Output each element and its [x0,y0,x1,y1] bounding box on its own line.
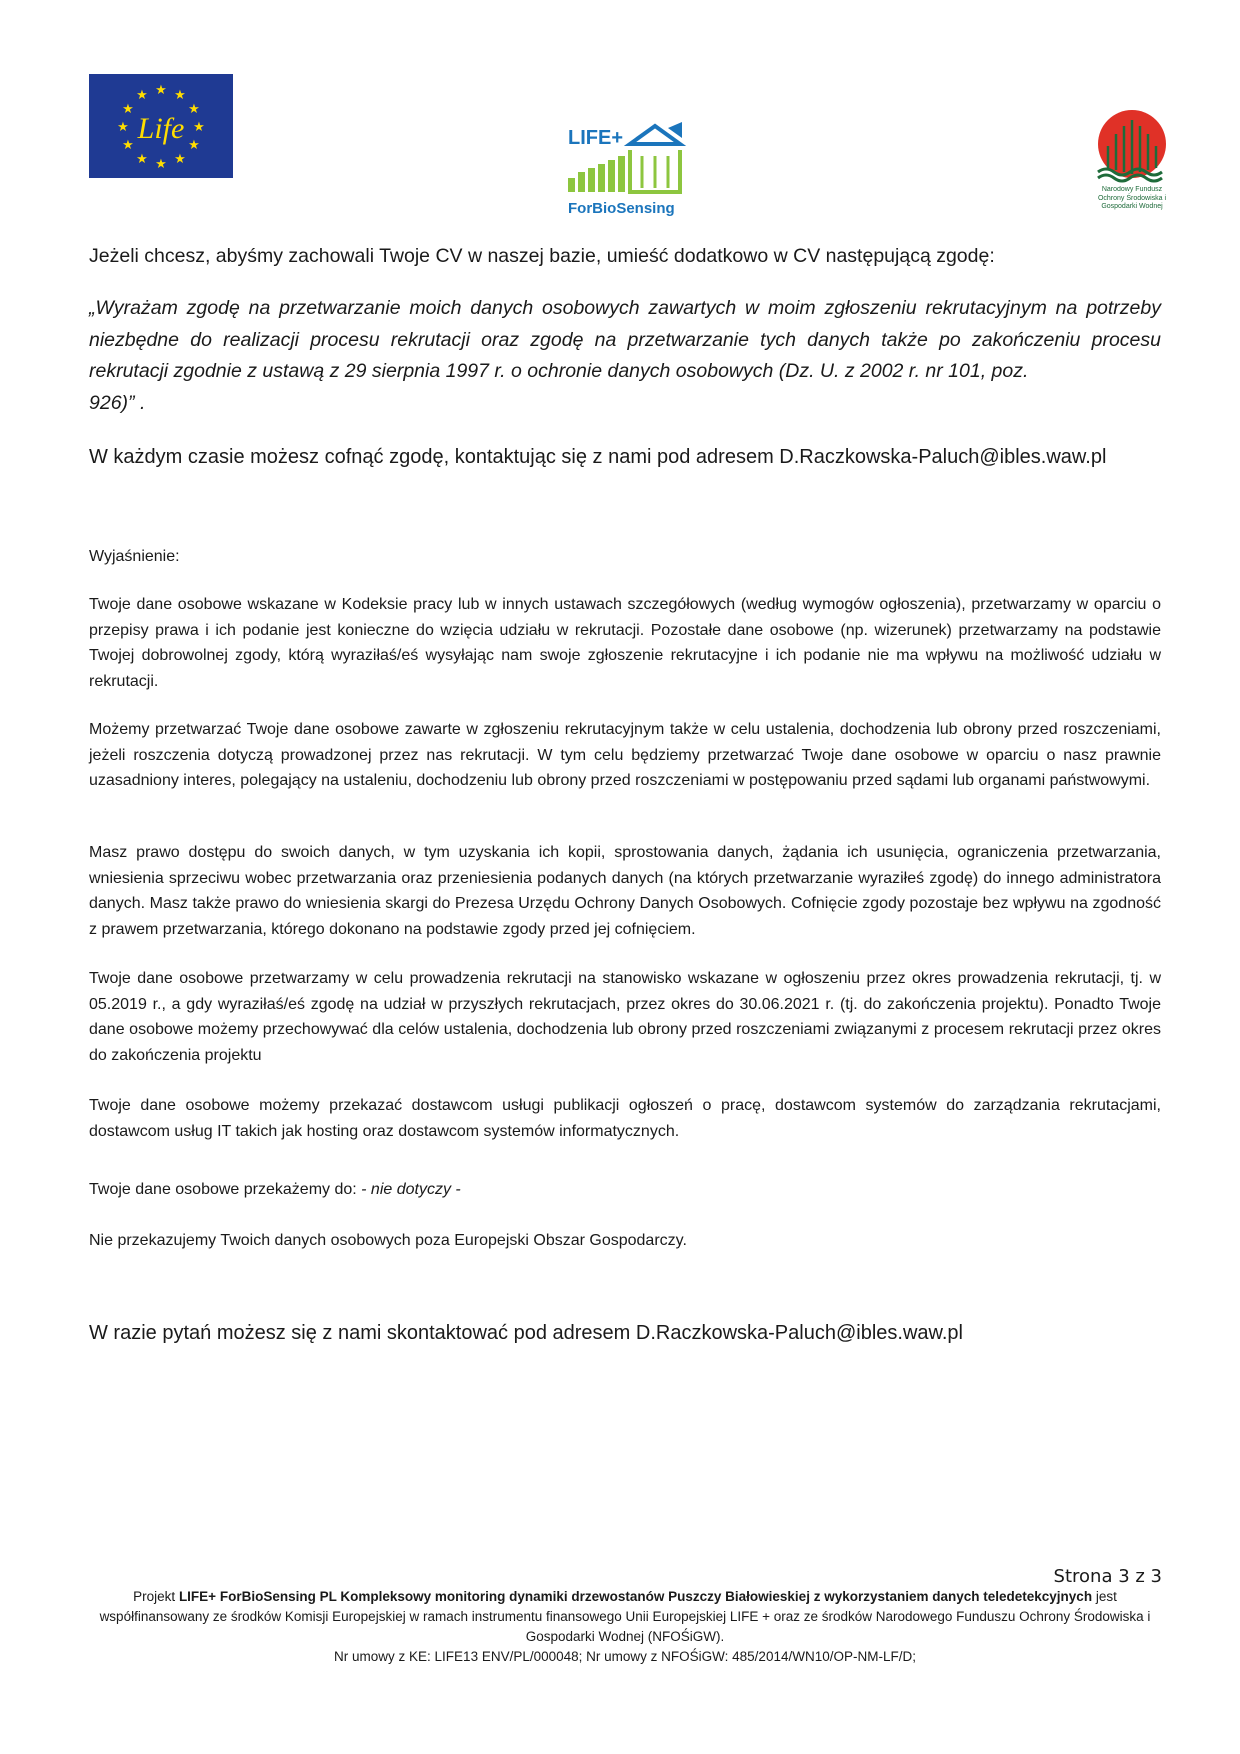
tree-emblem-icon: Narodowy Fundusz Ochrony Środowiska i Gospodarki Wodnej [1090,106,1174,224]
svg-text:★: ★ [117,120,129,135]
svg-text:★: ★ [136,152,148,167]
svg-text:★: ★ [155,83,167,98]
svg-text:★: ★ [188,102,200,117]
svg-text:★: ★ [136,88,148,103]
paragraph-legal-basis: Twoje dane osobowe wskazane w Kodeksie pracy lub w innych ustawach szczegółowych (według wymogów ogłoszenia), przetwarzamy w oparciu o przepisy prawa i ich podanie jest konieczne do wzięcia udziału w rekrutacji. Pozostałe dane osobowe (np. wizerunek) przetwarzamy na podstawie Twojej dobrowolnej zgody, którą wyraziłaś/eś wysyłając nam swoje zgłoszenie rekrutacyjne i ich podanie nie ma wpływu na możliwość udziału w rekrutacji. [89,596,1161,690]
svg-text:Life: Life [137,112,185,145]
paragraph-rights: Masz prawo dostępu do swoich danych, w tym uzyskania ich kopii, sprostowania danych, żądania ich usunięcia, ograniczenia przetwarzania, wniesienia sprzeciwu wobec przetwarzania oraz przeniesienia podanych danych (na których przetwarzanie wyraziłeś zgodę) do innego administratora danych. Masz także prawo do wniesienia skargi do Prezesa Urzędu Ochrony Danych Osobowych. Cofnięcie zgody pozostaje bez wpływu na zgodność z prawem przetwarzania, którego dokonano na podstawie zgody przed jej cofnięciem. [89,844,1161,938]
footer-prefix: Projekt [133,1589,179,1604]
consent-quote-end: 926)” . [89,391,146,414]
consent-quote-main: „Wyrażam zgodę na przetwarzanie moich danych osobowych zawartych w moim zgłoszeniu rekrutacyjnym na potrzeby niezbędne do realizacji procesu rekrutacji oraz zgodę na przetwarzanie tych danych także po zakończeniu procesu rekrutacji zgodnie z ustawą z 29 sierpnia 1997 r. o ochronie danych osobowych (Dz. U. z 2002 r. nr 101, poz. [89,297,1161,382]
intro-line: Jeżeli chcesz, abyśmy zachowali Twoje CV w naszej bazie, umieść dodatkowo w CV następującą zgodę: [89,245,995,267]
nfosigw-logo [1090,106,1174,224]
forbiosensing-logo [560,120,690,220]
svg-text:ForBioSensing: ForBioSensing [568,200,675,217]
svg-text:★: ★ [193,120,205,135]
svg-text:★: ★ [155,157,167,172]
transfer-value: - nie dotyczy - [361,1181,461,1198]
consent-quote [89,293,1161,419]
svg-text:★: ★ [174,152,186,167]
forest-house-icon [560,120,690,220]
paragraph-transfer [89,1177,1161,1203]
paragraph-recipients: Twoje dane osobowe możemy przekazać dostawcom usługi publikacji ogłoszeń o pracę, dostawcom systemów do zarządzania rekrutacjami, dostawcom usług IT takich jak hosting oraz dostawcom systemów informatycznych. [89,1097,1161,1140]
transfer-prefix: Twoje dane osobowe przekażemy do: [89,1181,362,1198]
contact-line: W razie pytań możesz się z nami skontaktować pod adresem D.Raczkowska-Paluch@ibles.waw.pl [89,1322,963,1344]
svg-text:★: ★ [122,102,134,117]
withdraw-consent-line: W każdym czasie możesz cofnąć zgodę, kontaktując się z nami pod adresem D.Raczkowska-Paluch@ibles.waw.pl [89,446,1107,468]
svg-text:★: ★ [174,88,186,103]
svg-text:★: ★ [188,138,200,153]
explanation-heading: Wyjaśnienie: [89,548,180,565]
paragraph-claims: Możemy przetwarzać Twoje dane osobowe zawarte w zgłoszeniu rekrutacyjnym także w celu ustalenia, dochodzenia lub obrony przed roszczeniami, jeżeli roszczenia dotyczą prowadzonej przez nas rekrutacji. W tym celu będziemy przetwarzać Twoje dane osobowe w oparciu o nasz prawnie uzasadniony interes, polegający na ustaleniu, dochodzeniu lub obrony przed roszczeniami w postępowaniu przed sądami lub organami państwowymi. [89,721,1161,789]
eu-life-logo [89,74,233,178]
footer-contract-line: Nr umowy z KE: LIFE13 ENV/PL/000048; Nr umowy z NFOŚiGW: 485/2014/WN10/OP-NM-LF/D; [334,1649,916,1664]
paragraph-retention: Twoje dane osobowe przetwarzamy w celu prowadzenia rekrutacji na stanowisko wskazane w ogłoszeniu przez okres prowadzenia rekrutacji, tj. w 05.2019 r., a gdy wyraziłaś/eś zgodę na udział w przyszłych rekrutacjach, przez okres do 30.06.2021 r. (tj. do zakończenia projektu). Ponadto Twoje dane osobowe możemy przechowywać dla celów ustalenia, dochodzenia lub obrony przed roszczeniami związanymi z procesem rekrutacji przez okres do zakończenia projektu [89,970,1161,1064]
svg-text:★: ★ [122,138,134,153]
svg-text:LIFE+: LIFE+ [568,127,624,149]
page-number: Strona 3 z 3 [1053,1566,1162,1587]
footer-project-rest: jest współfinansowany ze środków Komisji Europejskiej w ramach instrumentu finansowego Unii Europejskiej LIFE + oraz ze środków Narodowego Funduszu Ochrony Środowiska i Gospodarki Wodnej (NFOŚiGW). [99,1589,1151,1644]
footer-project-title: LIFE+ ForBioSensing PL Kompleksowy monitoring dynamiki drzewostanów Puszczy Białowieskiej z wykorzystaniem danych teledetekcyjnych [178,1589,1093,1604]
paragraph-eea: Nie przekazujemy Twoich danych osobowych poza Europejski Obszar Gospodarczy. [89,1232,687,1249]
eu-flag-icon [89,74,233,178]
footer-note [95,1587,1155,1667]
